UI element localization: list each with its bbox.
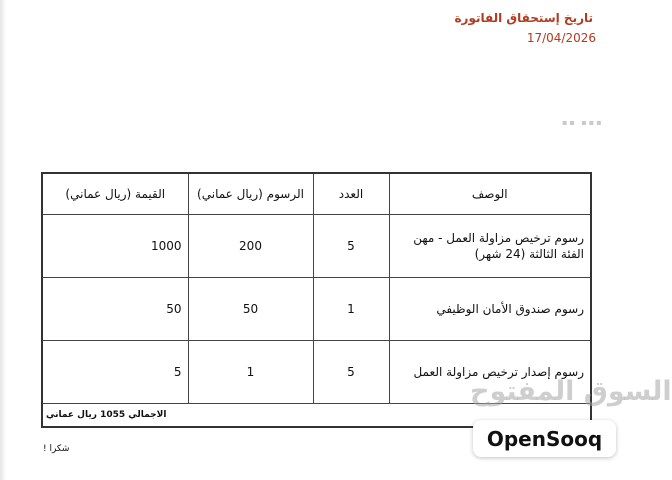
due-date-value: 17/04/2026 (526, 31, 596, 45)
column-header-amount: القيمة (ريال عماني) (42, 173, 188, 215)
column-header-quantity: العدد (313, 173, 389, 215)
column-header-fee: الرسوم (ريال عماني) (188, 173, 313, 215)
table-row (42, 278, 591, 341)
cell-fee: 200 (188, 215, 313, 278)
cell-quantity: 1 (313, 278, 389, 341)
opensooq-logo-text: OpenSooq (486, 426, 603, 451)
cell-amount: 1000 (42, 215, 188, 278)
table-header-row (42, 173, 591, 215)
cell-fee: 50 (188, 278, 313, 341)
page-edge-shadow (0, 0, 6, 480)
cell-description: رسوم صندوق الأمان الوظيفي (389, 278, 591, 341)
total-text: الاجمالي 1055 ريال عماني (42, 404, 591, 428)
faint-scan-marks: ▪▪ ▪▪▪ (562, 118, 604, 127)
cell-description: رسوم ترخيص مزاولة العمل - مهن الفئة الثالثة (24 شهر) (389, 215, 591, 278)
cell-amount: 50 (42, 278, 188, 341)
column-header-description: الوصف (389, 173, 591, 215)
due-date-label: تاريخ إستحقاق الفاتورة (454, 11, 593, 25)
watermark-arabic-text: السوق المفتوح (470, 376, 672, 407)
thanks-note: شكرا ! (43, 444, 70, 454)
opensooq-logo (473, 420, 616, 457)
cell-description: رسوم إصدار ترخيص مزاولة العمل (389, 341, 591, 404)
table-row (42, 215, 591, 278)
cell-quantity: 5 (313, 341, 389, 404)
cell-quantity: 5 (313, 215, 389, 278)
cell-fee: 1 (188, 341, 313, 404)
cell-amount: 5 (42, 341, 188, 404)
